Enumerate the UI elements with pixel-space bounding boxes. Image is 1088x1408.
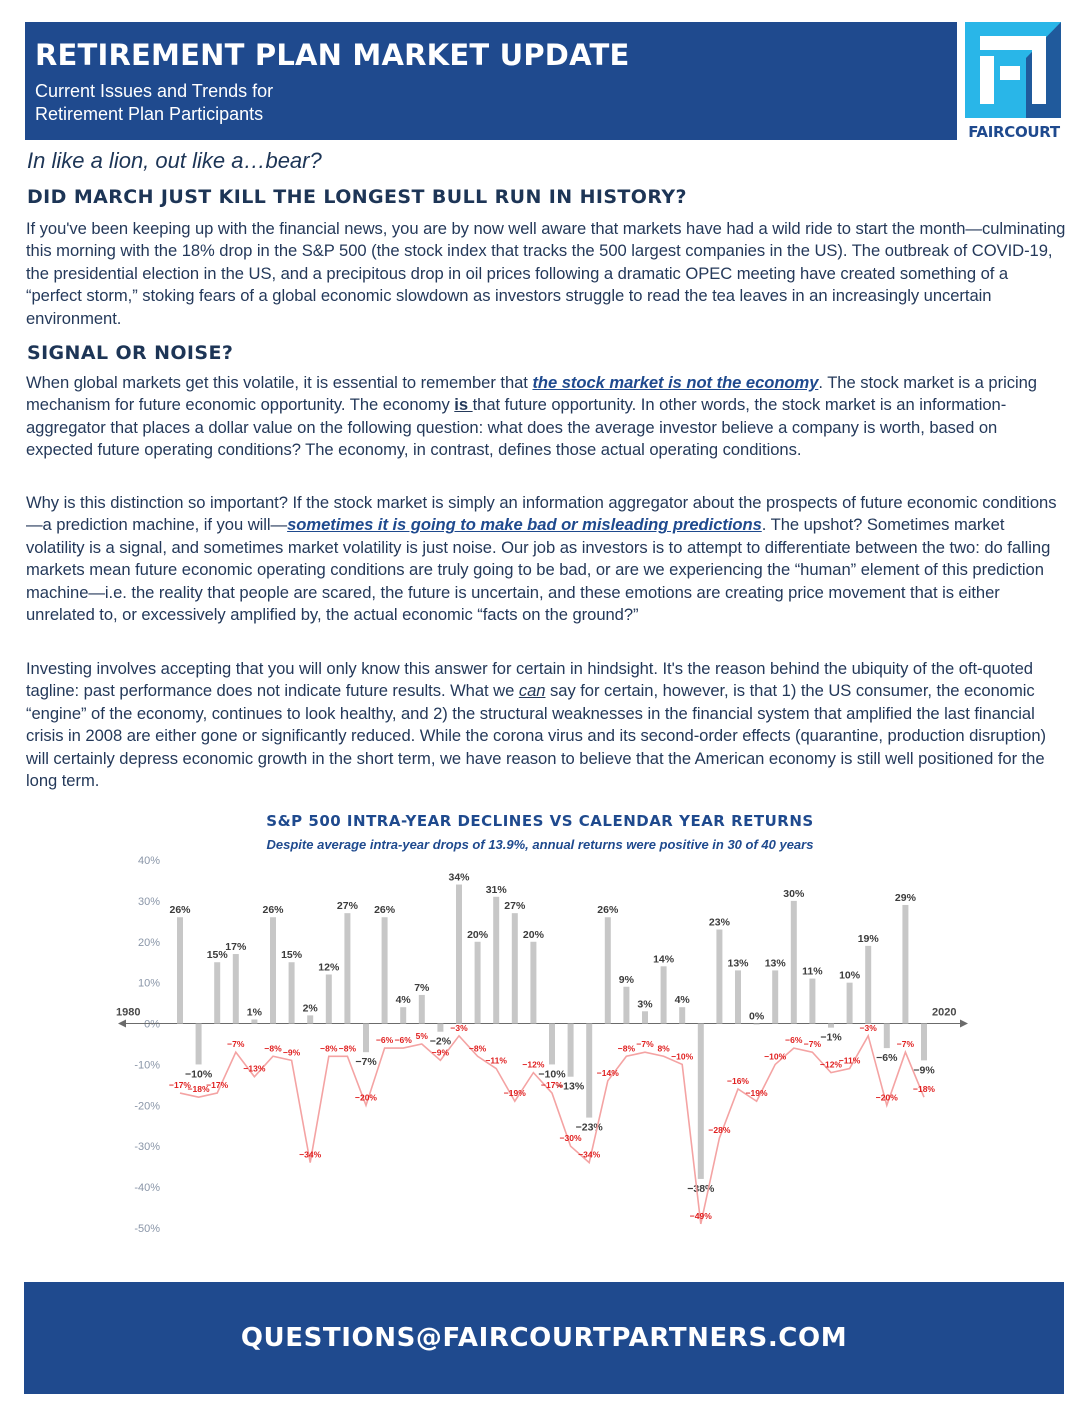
- decline-value-label: −17%: [541, 1080, 563, 1091]
- page-title: RETIREMENT PLAN MARKET UPDATE: [35, 38, 630, 72]
- bar-annual-return: [177, 917, 183, 1023]
- bar-annual-return: [865, 946, 871, 1024]
- decline-value-label: −3%: [859, 1022, 877, 1033]
- decline-value-label: −10%: [671, 1051, 694, 1062]
- y-tick-label: 40%: [137, 855, 160, 867]
- section-heading-bull-run: DID MARCH JUST KILL THE LONGEST BULL RUN IN HISTORY?: [27, 186, 687, 208]
- text-run: . The stock market is a pricing mechanism for future economic opportunity. The economy: [26, 373, 1037, 415]
- bar-value-label: −13%: [557, 1080, 585, 1093]
- bar-value-label: 11%: [802, 965, 823, 978]
- bar-annual-return: [307, 1015, 313, 1023]
- decline-value-label: −19%: [503, 1088, 526, 1099]
- decline-value-label: −30%: [559, 1133, 582, 1144]
- bar-value-label: 27%: [336, 900, 358, 913]
- bar-value-label: 14%: [653, 953, 675, 966]
- decline-value-label: −17%: [206, 1080, 229, 1091]
- text-run: that future opportunity. In other words, the stock market is an information-aggregator that places a dollar value on the following question: what does the average investor believe a company is worth, based on expected future operating conditions? The economy, in contrast, defines those actual operating conditions.: [26, 395, 1007, 460]
- y-tick-label: -50%: [134, 1223, 160, 1235]
- bar-value-label: 4%: [674, 994, 690, 1007]
- bar-annual-return: [847, 983, 853, 1024]
- bar-value-label: −23%: [575, 1121, 603, 1134]
- bar-annual-return: [363, 1024, 369, 1053]
- decline-value-label: −34%: [578, 1149, 601, 1160]
- bar-annual-return: [456, 885, 462, 1024]
- bar-annual-return: [289, 962, 295, 1023]
- bar-annual-return: [809, 979, 815, 1024]
- decline-value-label: −8%: [338, 1043, 357, 1054]
- decline-value-label: −9%: [431, 1047, 450, 1058]
- bar-annual-return: [605, 917, 611, 1023]
- decline-value-label: −13%: [243, 1063, 266, 1074]
- bar-annual-return: [921, 1024, 927, 1061]
- footer-band: [24, 1282, 1064, 1394]
- bar-annual-return: [233, 954, 239, 1024]
- bar-annual-return: [754, 1024, 760, 1025]
- bar-value-label: 4%: [395, 994, 411, 1007]
- bar-annual-return: [549, 1024, 555, 1065]
- link-stock-market-not-economy[interactable]: the stock market is not the economy: [532, 373, 819, 392]
- bar-annual-return: [661, 966, 667, 1023]
- bar-value-label: 27%: [504, 900, 526, 913]
- bar-annual-return: [270, 917, 276, 1023]
- bar-annual-return: [493, 897, 499, 1024]
- logo-wordmark: FAIRCOURT: [968, 123, 1060, 141]
- bar-value-label: 30%: [783, 887, 805, 900]
- bar-value-label: 19%: [857, 932, 879, 945]
- decline-value-label: −12%: [820, 1059, 842, 1070]
- bar-annual-return: [698, 1024, 704, 1179]
- tagline: In like a lion, out like a…bear?: [27, 148, 322, 173]
- bar-value-label: 3%: [637, 998, 653, 1011]
- decline-value-label: −20%: [875, 1092, 898, 1103]
- emphasis-is: is: [454, 395, 473, 415]
- decline-value-label: −3%: [450, 1022, 468, 1033]
- bar-annual-return: [586, 1024, 592, 1118]
- bar-annual-return: [437, 1024, 443, 1032]
- bar-annual-return: [716, 930, 722, 1024]
- bar-annual-return: [772, 970, 778, 1023]
- link-bad-predictions[interactable]: sometimes it is going to make bad or misleading predictions: [287, 515, 762, 535]
- decline-value-label: −6%: [785, 1035, 803, 1046]
- bar-annual-return: [196, 1024, 202, 1065]
- bar-value-label: 26%: [262, 904, 284, 917]
- bar-annual-return: [382, 917, 388, 1023]
- y-tick-label: 0%: [144, 1018, 160, 1031]
- paragraph-stock-vs-economy: [26, 372, 1066, 462]
- x-start-label: 1980: [116, 1006, 141, 1019]
- decline-value-label: −17%: [169, 1080, 191, 1091]
- header-band: [25, 22, 957, 140]
- bar-value-label: 34%: [448, 871, 470, 884]
- bar-value-label: −7%: [355, 1056, 377, 1069]
- bar-annual-return: [400, 1007, 406, 1023]
- bar-value-label: −2%: [429, 1035, 452, 1048]
- decline-value-label: −18%: [913, 1084, 935, 1095]
- bar-value-label: 0%: [749, 1010, 765, 1023]
- bar-value-label: 13%: [727, 957, 749, 970]
- text-run: Investing involves accepting that you will only know this answer for certain in hindsight. It's the reason behind the ubiquity of the oft-quoted tagline: past performance does not indicate future results. What we: [26, 659, 1033, 701]
- decline-value-label: −20%: [355, 1092, 377, 1103]
- bar-annual-return: [512, 913, 518, 1023]
- decline-value-label: −8%: [264, 1043, 282, 1054]
- subtitle-line-2: Retirement Plan Participants: [35, 104, 264, 124]
- page-subtitle: [35, 80, 947, 126]
- axis-arrow-right-icon: [960, 1020, 968, 1028]
- bar-value-label: −10%: [185, 1068, 213, 1081]
- decline-value-label: −7%: [896, 1039, 915, 1050]
- bar-value-label: 10%: [839, 969, 861, 982]
- chart-title: S&P 500 INTRA-YEAR DECLINES VS CALENDAR YEAR RETURNS: [266, 812, 814, 830]
- emphasis-can: can: [518, 681, 546, 701]
- y-tick-label: -40%: [134, 1182, 160, 1195]
- chart-intra-year-declines: [110, 808, 970, 1278]
- decline-value-label: −8%: [320, 1043, 338, 1054]
- decline-value-label: −11%: [485, 1055, 507, 1066]
- contact-email-link[interactable]: QUESTIONS@FAIRCOURTPARTNERS.COM: [240, 1323, 848, 1353]
- subtitle-line-1: Current Issues and Trends for: [35, 81, 274, 101]
- bar-value-label: 29%: [894, 891, 916, 904]
- bar-annual-return: [884, 1024, 890, 1049]
- decline-value-label: −9%: [282, 1047, 301, 1058]
- bar-annual-return: [679, 1007, 685, 1023]
- paragraph-distinction: [26, 492, 1066, 626]
- section-heading-signal-noise: SIGNAL OR NOISE?: [27, 342, 234, 364]
- decline-value-label: −18%: [187, 1084, 210, 1095]
- decline-value-label: −28%: [708, 1125, 731, 1136]
- bar-annual-return: [568, 1024, 574, 1077]
- decline-value-label: −7%: [803, 1039, 822, 1050]
- decline-value-label: −6%: [394, 1035, 412, 1046]
- decline-value-label: −12%: [522, 1059, 545, 1070]
- bar-value-label: 31%: [485, 883, 507, 896]
- bar-value-label: 15%: [281, 949, 303, 962]
- decline-value-label: −49%: [689, 1210, 712, 1221]
- bar-value-label: 12%: [318, 961, 340, 974]
- bar-annual-return: [419, 995, 425, 1024]
- bar-annual-return: [791, 901, 797, 1024]
- y-tick-label: 30%: [137, 895, 160, 908]
- bar-annual-return: [530, 942, 536, 1024]
- bar-annual-return: [902, 905, 908, 1024]
- bar-value-label: 9%: [618, 973, 634, 986]
- bar-value-label: 20%: [467, 928, 489, 941]
- bar-annual-return: [642, 1011, 648, 1023]
- bar-annual-return: [214, 962, 220, 1023]
- bar-value-label: −1%: [820, 1031, 842, 1044]
- x-end-label: 2020: [932, 1006, 957, 1019]
- bar-value-label: 23%: [708, 916, 730, 929]
- bar-value-label: −38%: [687, 1182, 715, 1195]
- bar-value-label: 7%: [414, 981, 430, 994]
- axis-arrow-left-icon: [118, 1020, 126, 1028]
- bar-value-label: 20%: [522, 928, 544, 941]
- y-tick-label: 20%: [137, 936, 160, 949]
- text-run: say for certain, however, is that 1) the US consumer, the economic “engine” of the economy, continues to look healthy, and 2) the structural weaknesses in the financial system that amplified the last financial crisis in 2008 are either gone or significantly reduced. While the corona virus and its second-order effects (quarantine, production disruption) will certainly depress economic growth in the short term, we have reason to believe that the American economy is still well positioned for the long term.: [26, 681, 1047, 791]
- paragraph-intro: If you've been keeping up with the financial news, you are by now well aware that markets have had a wild ride to start the month—culminating this morning with the 18% drop in the S&P 500 (the stock index that tracks the 500 largest companies in the US). The outbreak of COVID-19, the presidential election in the US, and a precipitous drop in oil prices following a dramatic OPEC meeting have created something of a “perfect storm,” stoking fears of a global economic slowdown as investors struggle to read the tea leaves in an increasingly uncertain environment.: [26, 219, 1066, 328]
- bar-value-label: 15%: [206, 949, 228, 962]
- decline-value-label: −10%: [764, 1051, 787, 1062]
- bar-annual-return: [623, 987, 629, 1024]
- decline-value-label: −6%: [375, 1035, 394, 1046]
- bar-value-label: 26%: [597, 904, 619, 917]
- bar-value-label: 2%: [302, 1002, 318, 1015]
- chart-subtitle: Despite average intra-year drops of 13.9%, annual returns were positive in 30 of 40 years: [266, 837, 814, 852]
- bar-value-label: −6%: [876, 1052, 898, 1065]
- bar-annual-return: [344, 913, 350, 1023]
- y-tick-label: -10%: [134, 1059, 160, 1072]
- decline-value-label: 8%: [657, 1043, 670, 1054]
- chart-svg: [110, 808, 970, 1278]
- decline-value-label: −34%: [299, 1149, 322, 1160]
- bar-value-label: −10%: [538, 1068, 566, 1081]
- decline-value-label: −8%: [617, 1043, 636, 1054]
- text-run: . The upshot? Sometimes market volatility is a signal, and sometimes market volatility is just noise. Our job as investors is to attempt to differentiate between the two: do falling markets mean future economic operating conditions are truly going to be bad, or are we experiencing the “human” element of this prediction machine—i.e. the reality that people are scared, the future is uncertain, and these emotions are creating price movement that is either unrelated to, or excessively amplified by, the actual economic “facts on the ground?”: [26, 515, 1051, 625]
- decline-value-label: 5%: [415, 1031, 428, 1041]
- bar-value-label: 17%: [225, 941, 247, 954]
- text-run: Why is this distinction so important? If the stock market is simply an information aggregator about the prospects of future economic conditions—a prediction machine, if you will—: [26, 493, 1057, 535]
- bar-annual-return: [251, 1019, 257, 1023]
- bar-annual-return: [735, 970, 741, 1023]
- bar-value-label: 26%: [169, 904, 191, 917]
- decline-value-label: −16%: [727, 1075, 749, 1086]
- bar-annual-return: [326, 974, 332, 1023]
- y-tick-label: -30%: [134, 1141, 160, 1154]
- paragraph-hindsight: [26, 658, 1066, 792]
- text-run: When global markets get this volatile, it is essential to remember that: [26, 373, 533, 392]
- bar-annual-return: [475, 942, 481, 1024]
- bar-value-label: 13%: [764, 957, 786, 970]
- bar-value-label: 1%: [246, 1006, 262, 1019]
- bar-annual-return: [828, 1024, 834, 1028]
- bar-value-label: 26%: [374, 904, 396, 917]
- decline-value-label: −14%: [596, 1067, 619, 1078]
- y-tick-label: -20%: [134, 1100, 160, 1113]
- y-tick-label: 10%: [137, 977, 160, 990]
- decline-value-label: −11%: [838, 1055, 861, 1066]
- bar-value-label: −9%: [913, 1064, 935, 1077]
- decline-value-label: −8%: [468, 1043, 487, 1054]
- decline-value-label: −7%: [227, 1039, 245, 1050]
- decline-value-label: −19%: [745, 1088, 768, 1099]
- decline-value-label: −7%: [636, 1039, 654, 1050]
